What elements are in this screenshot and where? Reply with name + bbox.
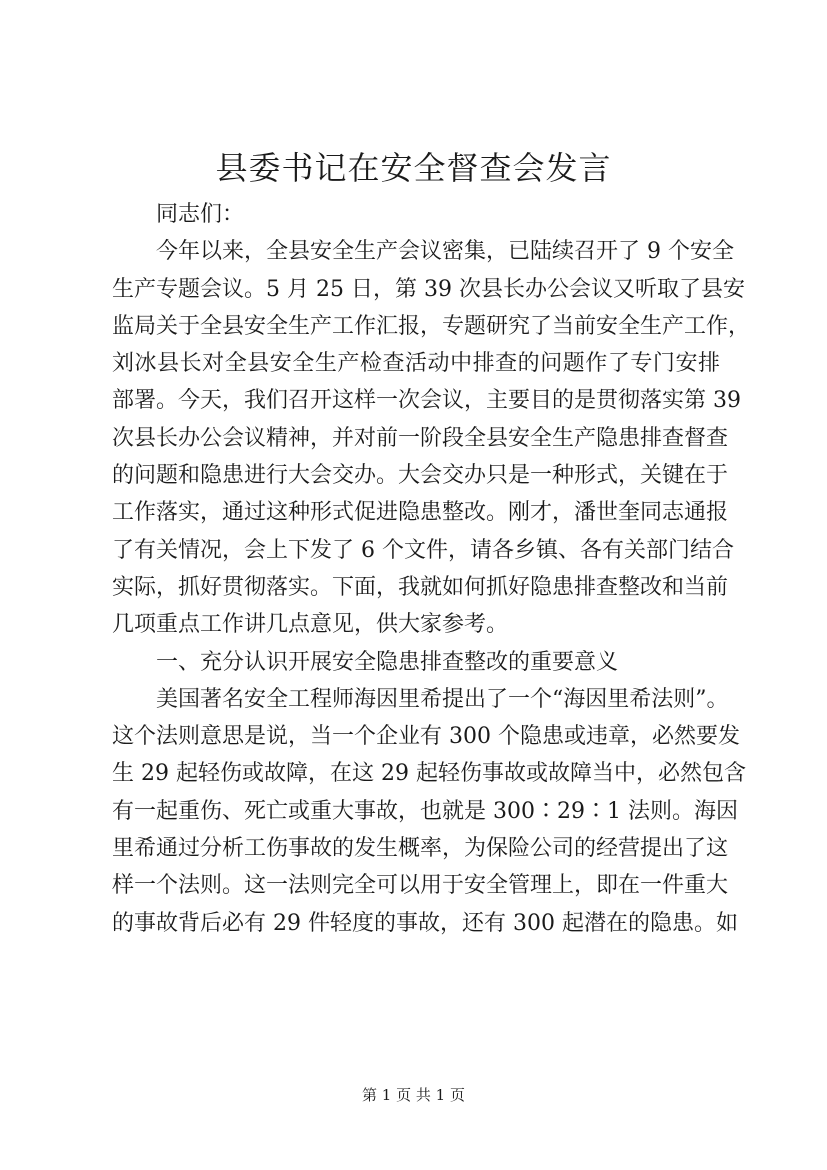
document-title: 县委书记在安全督查会发言 — [215, 149, 612, 187]
paragraph-line: 这个法则意思是说，当一个企业有 300 个隐患或违章，必然要发 — [112, 724, 740, 750]
paragraph-line: 样一个法则。这一法则完全可以用于安全管理上，即在一件重大 — [112, 873, 729, 899]
paragraph-line: 次县长办公会议精神，并对前一阶段全县安全生产隐患排查督查 — [112, 425, 729, 451]
paragraph-line: 了有关情况，会上下发了 6 个文件，请各乡镇、各有关部门结合 — [112, 537, 734, 563]
paragraph-line: 监局关于全县安全生产工作汇报，专题研究了当前安全生产工作， — [112, 313, 751, 339]
salutation-line: 同志们： — [156, 202, 245, 227]
paragraph-line: 实际，抓好贯彻落实。下面，我就如何抓好隐患排查整改和当前 — [112, 574, 729, 600]
paragraph-line: 的事故背后必有 29 件轻度的事故，还有 300 起潜在的隐患。如 — [112, 910, 738, 936]
paragraph-line: 有一起重伤、死亡或重大事故，也就是 300∶29∶1 法则。海因 — [112, 798, 738, 824]
paragraph-line: 的问题和隐患进行大会交办。大会交办只是一种形式，关键在于 — [112, 463, 729, 489]
page-footer: 第 1 页 共 1 页 — [362, 1086, 465, 1104]
paragraph-line: 工作落实，通过这种形式促进隐患整改。刚才，潘世奎同志通报 — [112, 500, 729, 526]
paragraph-line: 里希通过分析工伤事故的发生概率，为保险公司的经营提出了这 — [112, 836, 729, 862]
paragraph-line: 刘冰县长对全县安全生产检查活动中排查的问题作了专门安排 — [112, 351, 720, 377]
paragraph-line: 生产专题会议。5 月 25 日，第 39 次县长办公会议又听取了县安 — [112, 276, 745, 302]
paragraph-line: 美国著名安全工程师海因里希提出了一个“海因里希法则”。 — [156, 686, 729, 712]
paragraph-line: 生 29 起轻伤或故障，在这 29 起轻伤事故或故障当中，必然包含 — [112, 761, 746, 787]
section-heading: 一、充分认识开展安全隐患排查整改的重要意义 — [156, 649, 619, 675]
paragraph-line: 几项重点工作讲几点意见，供大家参考。 — [112, 612, 509, 638]
paragraph-line: 今年以来，全县安全生产会议密集，已陆续召开了 9 个安全 — [156, 239, 734, 265]
paragraph-line: 部署。今天，我们召开这样一次会议，主要目的是贯彻落实第 39 — [112, 388, 741, 414]
document-body — [112, 196, 751, 942]
